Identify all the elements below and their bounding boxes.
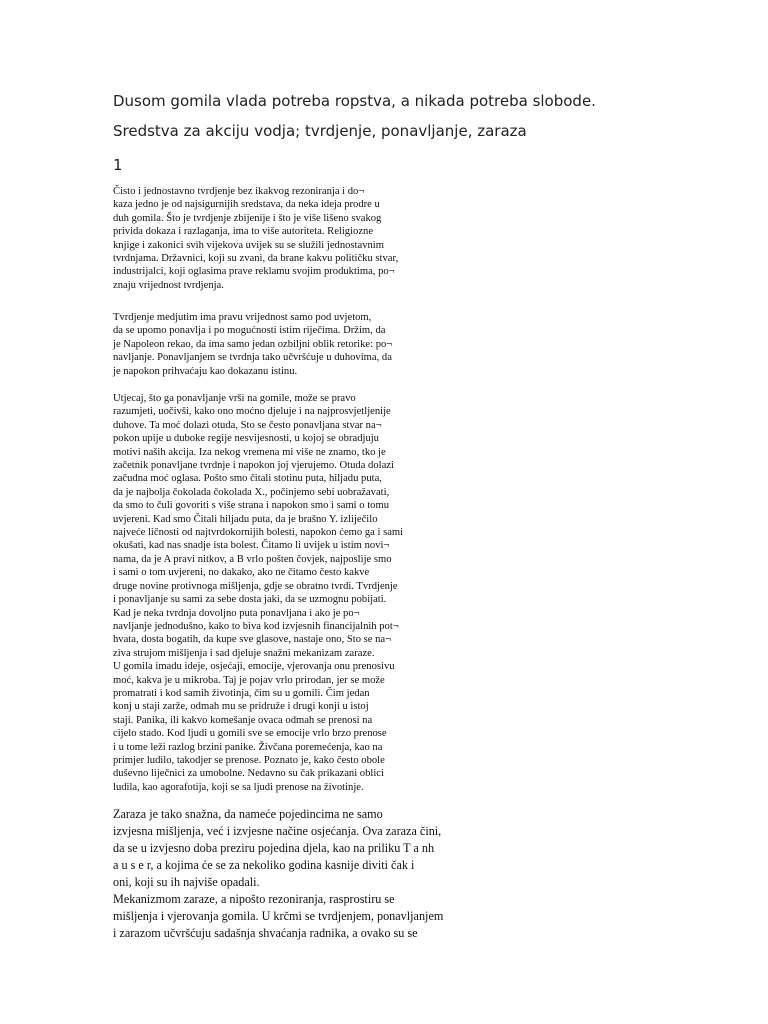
- paragraph-2: [113, 311, 392, 378]
- text-line: i ponavljanje su sami za sebe dosta jaki, da se uzmognu pobijati.: [113, 594, 387, 606]
- text-line: pokon upije u duboke regije nesvijesnosti, u kojoj se obradjuju: [113, 433, 379, 445]
- paragraph-3: [113, 392, 403, 794]
- text-line: Mekanizmom zaraze, a nipošto rezoniranja, rasprostiru se: [113, 892, 395, 906]
- text-line: je napokon prihvaćaju kao dokazanu istinu.: [113, 365, 298, 377]
- text-line: Kad je neka tvrdnja dovoljno puta ponavljana i ako je po¬: [113, 607, 360, 619]
- section-subtitle: Sredstva za akciju vodja; tvrdjenje, ponavljanje, zaraza: [113, 122, 527, 140]
- text-line: Tvrdjenje medjutim ima pravu vrijednost samo pod uvjetom,: [113, 312, 372, 323]
- text-line: primjer ludilo, takodjer se prenose. Poznato je, kako često obole: [113, 754, 385, 766]
- text-line: duhove. Ta moć dolazi otuda, Sto se često ponavljana stvar na¬: [113, 419, 382, 431]
- text-line: knjige i zakonici svih vijekova uvijek su se služili jednostavnim: [113, 239, 384, 251]
- text-line: konj u staji zarže, odmah mu se pridruže i drugi konji u istoj: [113, 701, 369, 713]
- text-line: znaju vrijednost tvrdjenja.: [113, 279, 224, 291]
- text-line: industrijalci, koji oglasima prave reklamu svojim produktima, po¬: [113, 266, 395, 278]
- page-title: Dusom gomila vlada potreba ropstva, a nikada potreba slobode.: [113, 92, 596, 110]
- text-line: okušati, kad nas snadje ista bolest. Čitamo li uvijek u istim novi¬: [113, 540, 390, 552]
- text-line: tvrdnjama. Državnici, koji su zvani, da brane kakvu političku stvar,: [113, 253, 399, 265]
- text-line: i zarazom učvršćuju sadašnja shvaćanja radnika, a ovako su se: [113, 926, 418, 940]
- text-line: razumjeti, uočivši, kako ono moćno djeluje i na najprosvjetljenije: [113, 406, 391, 418]
- text-line: uvjereni. Kad smo Čitali hiljadu puta, da je brašno Y. izliječilo: [113, 513, 378, 525]
- text-line: promatrati i kod samih životinja, čim su u gomili. Čim jedan: [113, 687, 370, 699]
- text-line: motivi naših akcija. Iza nekog vremena mi više ne znamo, tko je: [113, 446, 386, 458]
- text-line: druge novine protivnoga mišljenja, gdje se obratno tvrdi. Tvrdjenje: [113, 580, 398, 592]
- text-line: i u tome leži razlog brzini panike. Živčana poremećenja, kao na: [113, 741, 383, 753]
- text-line: izvjesna mišljenja, već i izvjesne načine osjećanja. Ova zaraza čini,: [113, 824, 442, 838]
- text-line: začudna moć oglasa. Pošto smo čitali stotinu puta, hiljadu puta,: [113, 473, 382, 485]
- text-line: Čisto i jednostavno tvrdjenje bez ikakvog rezoniranja i do¬: [113, 186, 365, 197]
- text-line: cijelo stado. Kod ljudi u gomili sve se emocije vrlo brzo prenose: [113, 728, 387, 740]
- text-line: začetnik ponavljane tvrdnje i napokon joj vjerujemo. Otuda dolazi: [113, 460, 394, 472]
- section-number: 1: [113, 156, 123, 174]
- text-line: staji. Panika, ili kakvo komešanje ovaca odmah se prenosi na: [113, 714, 373, 726]
- text-line: ziva strujom mišljenja i sad djeluje snažni mekanizam zaraze.: [113, 647, 375, 659]
- text-line: hvata, dosta bogatih, da kupe sve glasove, nastaje ono, Sto se na¬: [113, 634, 392, 646]
- text-line: privida dokaza i razlaganja, ima to više autoriteta. Religiozne: [113, 226, 374, 238]
- text-line: Utjecaj, što ga ponavljanje vrši na gomile, može se pravo: [113, 393, 356, 404]
- text-line: navljanje. Ponavljanjem se tvrdnja tako učvršćuje u duhovima, da: [113, 352, 392, 364]
- text-line: da smo to čuli govoriti s više strana i napokon smo i sami o tomu: [113, 500, 390, 512]
- text-line: najveće ličnosti od najtvrdokornijih bolesti, napokon ćemo ga i sami: [113, 527, 404, 539]
- text-line: je Napoleon rekao, da ima samo jedan ozbiljni oblik retorike: po¬: [113, 338, 393, 350]
- text-line: moć, kakva je u mikroba. Taj je pojav vrlo prirodan, jer se može: [113, 674, 385, 686]
- text-line: mišljenja i vjerovanja gomila. U krčmi se tvrdjenjem, ponavljanjem: [113, 909, 444, 923]
- paragraph-1: [113, 185, 398, 292]
- text-line: a u s e r, a kojima će se za nekoliko godina kasnije diviti čak i: [113, 858, 415, 872]
- text-line: kaza jedno je od najsigurnijih sredstava, da neka ideja prodre u: [113, 199, 380, 211]
- text-line: oni, koji su ih najviše opadali.: [113, 875, 260, 889]
- text-line: i sami o tom uvjereni, no dakako, ako ne čitamo često kakve: [113, 567, 370, 579]
- text-line: navljanje jednodušno, kako to biva kod izvjesnih financijalnih pot¬: [113, 620, 399, 632]
- text-line: duševno liječnici za umobolne. Nedavno su čak prikazani oblici: [113, 768, 384, 780]
- text-line: nama, da je A pravi nitkov, a B vrlo pošten čovjek, najposlije smo: [113, 553, 392, 565]
- paragraph-4: [113, 806, 443, 942]
- text-line: duh gomila. Što je tvrdjenje zbijenije i što je više lišeno svakog: [113, 212, 382, 224]
- text-line: da se upomo ponavlja i po mogućnosti istim riječima. Držim, da: [113, 325, 386, 337]
- text-line: Zaraza je tako snažna, da nameće pojedincima ne samo: [113, 807, 383, 821]
- text-line: da se u izvjesno doba preziru pojedina djela, kao na priliku T a nh: [113, 841, 435, 855]
- text-line: U gomila imadu ideje, osjećaji, emocije, vjerovanja onu prenosivu: [113, 661, 395, 673]
- text-line: da je najbolja čokolada čokolada X., počinjemo sebi uobražavati,: [113, 486, 390, 498]
- text-line: ludila, kao agorafotija, koji se sa ljudi prenose na životinje.: [113, 781, 364, 793]
